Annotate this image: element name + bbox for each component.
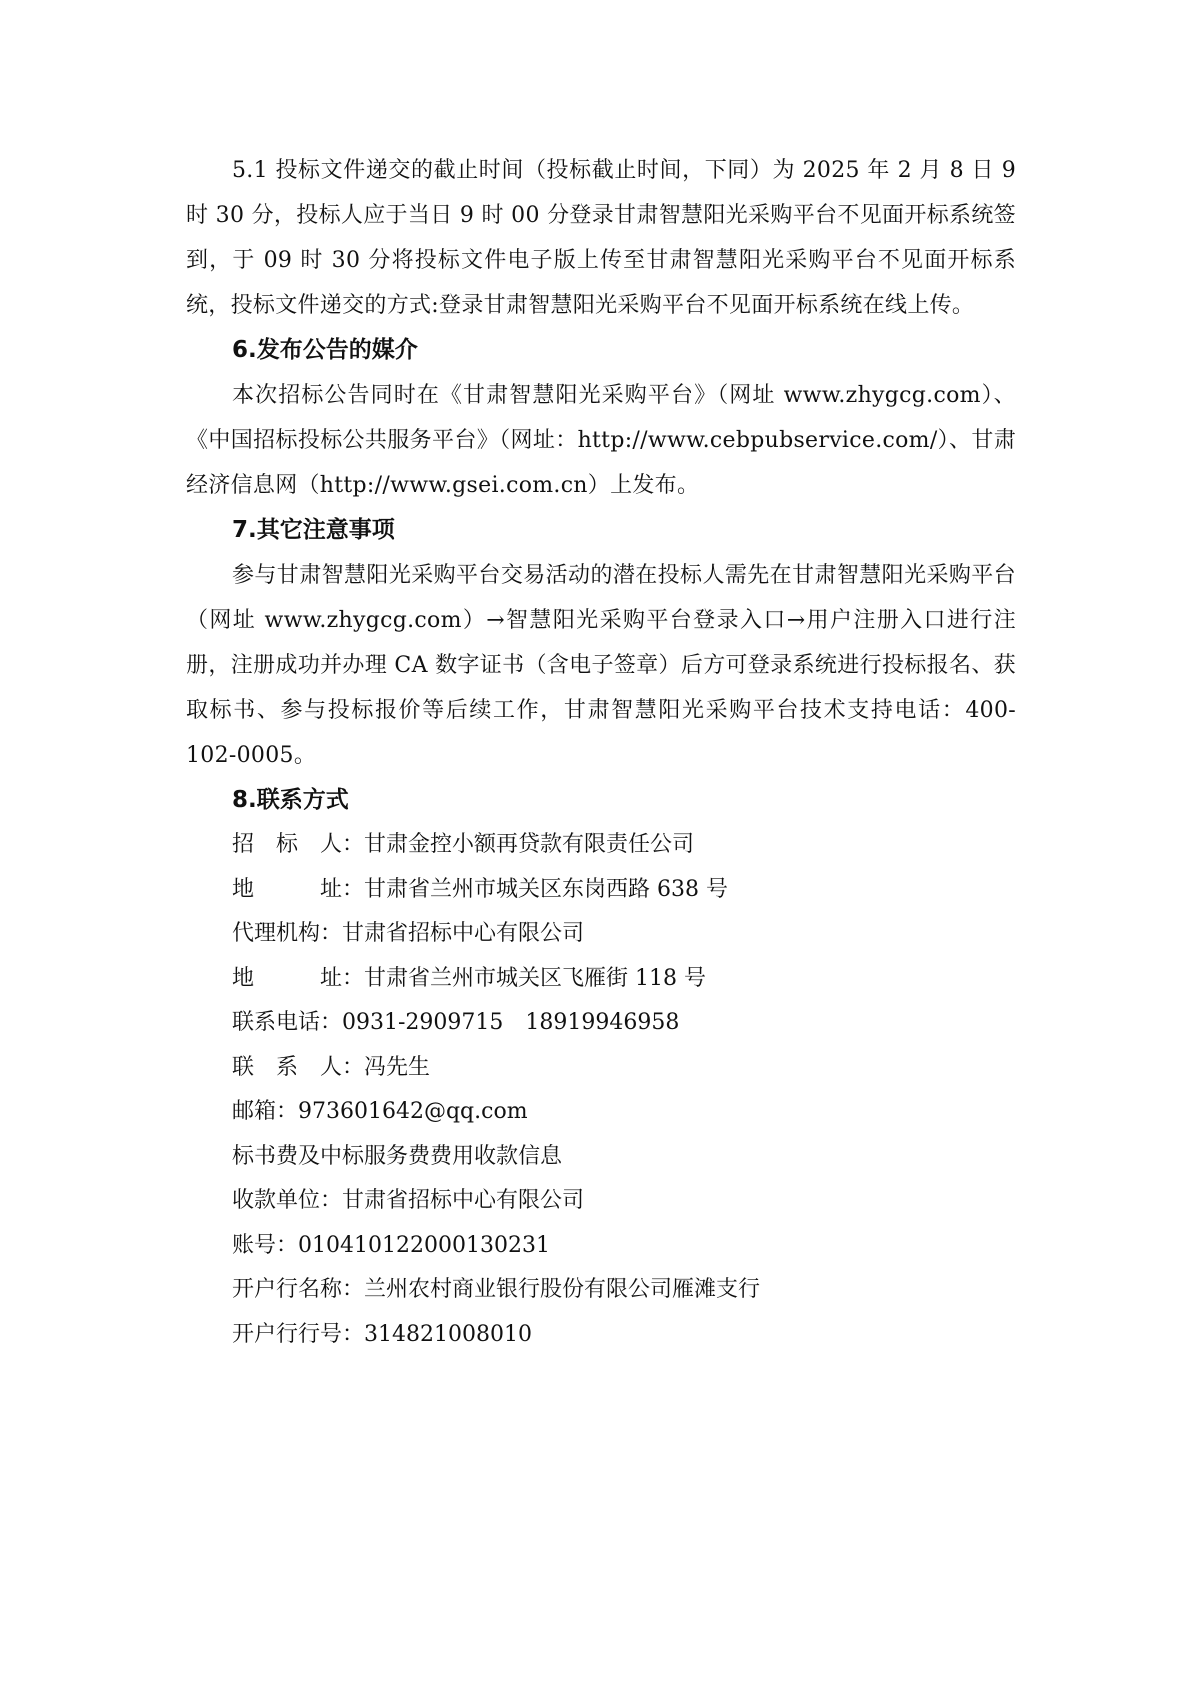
notes-paragraph: 参与甘肃智慧阳光采购平台交易活动的潜在投标人需先在甘肃智慧阳光采购平台（网址 www.zhygcg.com）→智慧阳光采购平台登录入口→用户注册入口进行注册，注册成功并办理 CA 数字证书（含电子签章）后方可登录系统进行投标报名、获取标书、参与投标报价等后续工作，甘肃智慧阳光采购平台技术支持电话：400-102-0005。 [186, 563, 1016, 768]
fee-info-title: 标书费及中标服务费费用收款信息 [232, 1143, 563, 1169]
bank-code: 开户行行号：314821008010 [232, 1321, 532, 1347]
notes-heading: 7.其它注意事项 [232, 517, 395, 543]
payee-unit: 收款单位：甘肃省招标中心有限公司 [232, 1188, 585, 1213]
bid-deadline-paragraph: 5.1 投标文件递交的截止时间（投标截止时间，下同）为 2025 年 2 月 8 日 9 时 30 分，投标人应于当日 9 时 00 分登录甘肃智慧阳光采购平台不见面开标系统签到，于 09 时 30 分将投标文件电子版上传至甘肃智慧阳光采购平台不见面开标系统，投标文件递交的方式:登录甘肃智慧阳光采购平台不见面开标系统在线上传。 [186, 158, 1016, 318]
contact-phone: 联系电话：0931-2909715 18919946958 [232, 1010, 680, 1035]
bank-name: 开户行名称：兰州农村商业银行股份有限公司雁滩支行 [232, 1277, 761, 1302]
media-paragraph: 本次招标公告同时在《甘肃智慧阳光采购平台》（网址 www.zhygcg.com）、《中国招标投标公共服务平台》（网址：http://www.cebpubservice.com/）、甘肃经济信息网（http://www.gsei.com.cn）上发布。 [186, 383, 1016, 498]
account-number: 账号：010410122000130231 [232, 1232, 550, 1258]
contact-list [186, 823, 1016, 1357]
media-heading: 6.发布公告的媒介 [232, 337, 418, 363]
contact-agency: 代理机构：甘肃省招标中心有限公司 [232, 921, 585, 946]
contact-heading: 8.联系方式 [232, 787, 349, 813]
contact-tenderer-address: 地 址：甘肃省兰州市城关区东岗西路 638 号 [232, 876, 728, 902]
contact-email: 邮箱：973601642@qq.com [232, 1099, 528, 1124]
contact-tenderer: 招 标 人：甘肃金控小额再贷款有限责任公司 [232, 832, 695, 857]
contact-person: 联 系 人：冯先生 [232, 1054, 431, 1080]
contact-agency-address: 地 址：甘肃省兰州市城关区飞雁街 118 号 [232, 965, 706, 991]
document-page [186, 148, 1016, 1357]
